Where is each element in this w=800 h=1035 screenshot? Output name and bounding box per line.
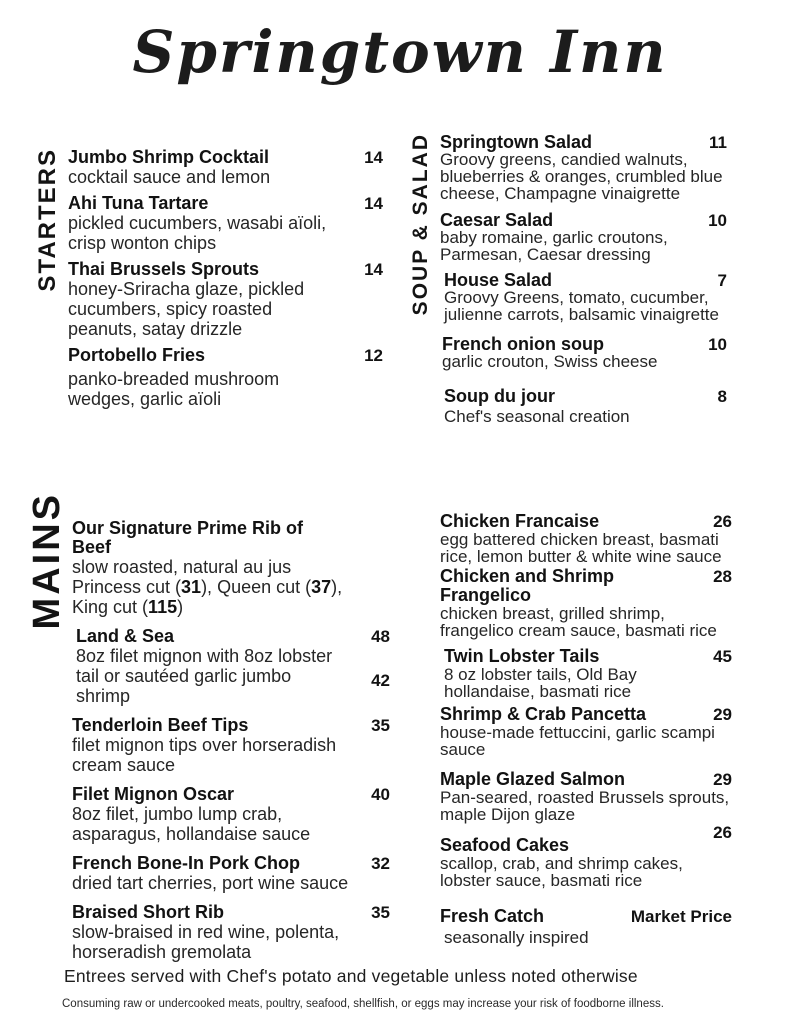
item-price: 32 — [371, 854, 390, 873]
item-description: cocktail sauce and lemon — [68, 167, 271, 187]
menu-item-fresh-catch — [440, 907, 732, 946]
item-name: Shrimp & Crab Pancetta — [440, 704, 647, 724]
item-name: House Salad — [444, 270, 553, 290]
foodborne-illness-disclaimer: Consuming raw or undercooked meats, poultry, seafood, shellfish, or eggs may increase your risk of foodborne illness. — [62, 998, 664, 1010]
item-name: Filet Mignon Oscar — [72, 784, 235, 804]
cut-price: 31 — [181, 577, 202, 597]
cut-price: 115 — [148, 597, 178, 617]
item-description: scallop, crab, and shrimp cakes, lobster sauce, basmati rice — [440, 854, 683, 890]
item-price: 10 — [708, 335, 727, 354]
prime-rib-cuts-line2: King cut (115) — [72, 597, 184, 617]
item-price: 8 — [717, 387, 727, 406]
item-price: 11 — [709, 133, 727, 152]
item-description: slow-braised in red wine, polenta, horseradish gremolata — [72, 922, 340, 962]
item-price: 28 — [713, 567, 732, 586]
item-description: 8 oz lobster tails, Old Bay hollandaise, basmati rice — [444, 665, 637, 701]
item-price: 26 — [713, 823, 732, 842]
menu-item-twin-lobster-tails — [440, 647, 732, 700]
menu-item-chicken-and-shrimp-frangelico — [440, 567, 732, 639]
soup-salad-items — [440, 131, 727, 425]
item-description: Chef's seasonal creation — [444, 407, 630, 426]
item-price: 29 — [713, 705, 732, 724]
item-price: 48 — [371, 627, 390, 646]
item-name: Fresh Catch — [440, 906, 545, 926]
menu-item-maple-glazed-salmon — [440, 770, 732, 823]
item-price: 35 — [371, 716, 390, 735]
item-price: 12 — [364, 346, 383, 365]
menu-item-tenderloin-beef-tips — [72, 716, 390, 775]
item-description: egg battered chicken breast, basmati rice, lemon butter & white wine sauce — [440, 530, 722, 566]
item-price: 14 — [364, 148, 383, 167]
menu-item-soup-du-jour — [440, 387, 727, 425]
item-name: Tenderloin Beef Tips — [72, 715, 249, 735]
menu-item-shrimp-and-crab-pancetta — [440, 705, 732, 758]
item-description: Pan-seared, roasted Brussels sprouts, maple Dijon glaze — [440, 788, 730, 824]
item-description: panko-breaded mushroom wedges, garlic aïoli — [68, 369, 280, 409]
starters-section-label: STARTERS — [34, 148, 61, 292]
menu-item-seafood-cakes — [440, 823, 732, 890]
item-name: Braised Short Rib — [72, 902, 225, 922]
item-name: Twin Lobster Tails — [444, 646, 600, 666]
starters-items — [68, 140, 383, 416]
menu-item-springtown-salad — [440, 133, 727, 202]
item-description: baby romaine, garlic croutons, Parmesan, Caesar dressing — [440, 228, 668, 264]
item-description-line1: 8oz filet mignon with 8oz lobster — [76, 646, 333, 666]
item-name: French Bone-In Pork Chop — [72, 853, 301, 873]
item-name: Chicken and Shrimp Frangelico — [440, 566, 615, 605]
item-price: 40 — [371, 785, 390, 804]
item-price: 14 — [364, 194, 383, 213]
item-price: Market Price — [630, 907, 732, 926]
item-name: Springtown Salad — [440, 132, 593, 152]
menu-item-land-and-sea — [72, 627, 390, 706]
starters-section — [36, 140, 383, 416]
item-name: Thai Brussels Sprouts — [68, 259, 260, 279]
mains-section-label: MAINS — [26, 492, 68, 630]
menu-item-prime-rib — [72, 519, 390, 617]
item-price: 29 — [713, 770, 732, 789]
item-price: 26 — [713, 512, 732, 531]
item-name: Land & Sea — [76, 626, 175, 646]
menu-item-portobello-fries — [68, 346, 383, 409]
item-description-line2: tail or sautéed garlic jumbo — [76, 666, 292, 686]
item-price: 14 — [364, 260, 383, 279]
item-name: Chicken Francaise — [440, 511, 600, 531]
soup-salad-section — [410, 131, 727, 425]
item-name: Caesar Salad — [440, 210, 554, 230]
menu-item-chicken-francaise — [440, 512, 732, 565]
item-description-line3: shrimp — [76, 686, 131, 706]
item-name: Our Signature Prime Rib of Beef — [72, 518, 304, 557]
mains-left-items — [72, 488, 390, 972]
item-description: pickled cucumbers, wasabi aïoli, crisp wonton chips — [68, 213, 327, 253]
item-price: 7 — [717, 271, 727, 290]
soup-salad-section-label: SOUP & SALAD — [409, 133, 432, 316]
item-name: Soup du jour — [444, 386, 555, 406]
item-name: Maple Glazed Salmon — [440, 769, 626, 789]
item-price: 35 — [371, 903, 390, 922]
menu-item-jumbo-shrimp-cocktail — [68, 148, 383, 187]
item-description: house-made fettuccini, garlic scampi sauce — [440, 723, 715, 759]
item-name: Portobello Fries — [68, 345, 206, 365]
item-description: Groovy Greens, tomato, cucumber, julienne carrots, balsamic vinaigrette — [444, 288, 719, 324]
prime-rib-cuts-line1: Princess cut (31), Queen cut (37), — [72, 577, 343, 597]
entrees-note: Entrees served with Chef's potato and vegetable unless noted otherwise — [64, 966, 638, 986]
menu-item-french-onion-soup — [440, 335, 727, 370]
item-name: French onion soup — [442, 334, 604, 354]
item-alt-price: 42 — [371, 671, 390, 690]
item-name: Jumbo Shrimp Cocktail — [68, 147, 270, 167]
cut-price: 37 — [311, 577, 332, 597]
menu-item-braised-short-rib — [72, 903, 390, 962]
item-description: honey-Sriracha glaze, pickled cucumbers, spicy roasted peanuts, satay drizzle — [68, 279, 305, 339]
restaurant-title: Springtown Inn — [132, 18, 668, 86]
menu-item-thai-brussels-sprouts — [68, 260, 383, 339]
item-price: 10 — [708, 211, 727, 230]
item-description: Groovy greens, candied walnuts, blueberries & oranges, crumbled blue cheese, Champagne vinaigrette — [440, 150, 723, 203]
mains-section — [28, 488, 390, 972]
mains-right-items — [440, 512, 732, 946]
item-description: chicken breast, grilled shrimp, frangelico cream sauce, basmati rice — [440, 604, 717, 640]
item-price: 45 — [713, 647, 732, 666]
menu-item-filet-mignon-oscar — [72, 785, 390, 844]
menu-item-caesar-salad — [440, 211, 727, 263]
item-description: garlic crouton, Swiss cheese — [442, 352, 658, 371]
item-description: filet mignon tips over horseradish cream sauce — [72, 735, 337, 775]
menu-item-french-bone-in-pork-chop — [72, 854, 390, 893]
item-description: slow roasted, natural au jus — [72, 557, 292, 577]
item-description: 8oz filet, jumbo lump crab, asparagus, hollandaise sauce — [72, 804, 311, 844]
item-description: dried tart cherries, port wine sauce — [72, 873, 349, 893]
menu-item-ahi-tuna-tartare — [68, 194, 383, 253]
item-description: seasonally inspired — [444, 928, 589, 947]
menu-item-house-salad — [440, 271, 727, 323]
item-name: Ahi Tuna Tartare — [68, 193, 209, 213]
item-name: Seafood Cakes — [440, 835, 570, 855]
